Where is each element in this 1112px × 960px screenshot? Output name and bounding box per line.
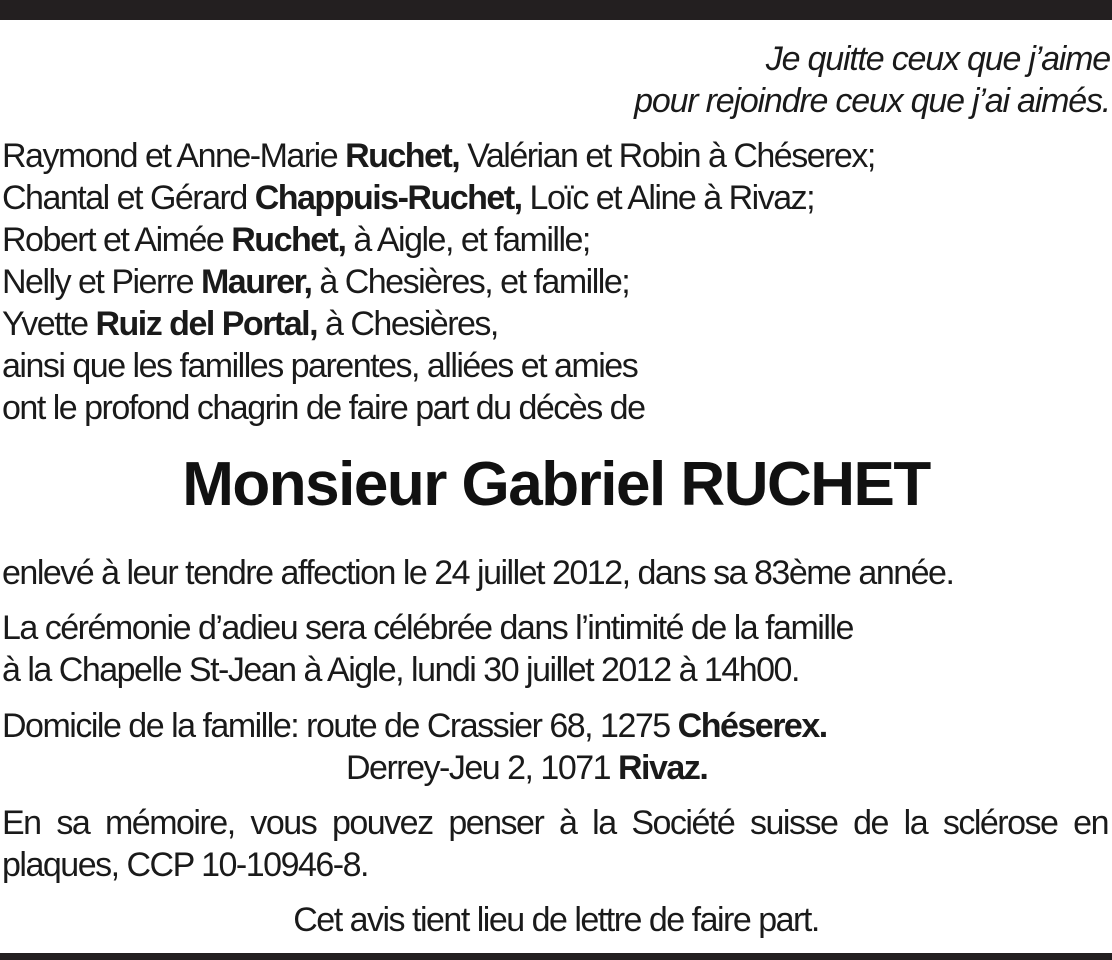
memory-line-1: En sa mémoire, vous pouvez penser à la Société suisse de la sclérose en (2, 804, 1108, 842)
family-line (2, 303, 875, 345)
family-line-text: à Chesières, (317, 305, 498, 343)
family-list (2, 135, 875, 429)
family-line (2, 345, 875, 387)
domicile-line-1 (2, 705, 827, 747)
family-surname: Ruiz del Portal, (95, 305, 318, 343)
family-surname: Ruchet, (345, 137, 460, 175)
ceremony-line-2: à la Chapelle St-Jean à Aigle, lundi 30 juillet 2012 à 14h00. (2, 651, 799, 689)
family-surname: Ruchet, (231, 221, 346, 259)
closing-notice: Cet avis tient lieu de lettre de faire part. (293, 901, 819, 939)
family-line-text: Nelly et Pierre (2, 263, 201, 301)
family-line-text: à Aigle, et famille; (345, 221, 590, 259)
bottom-border-rule (0, 953, 1112, 960)
epigraph-line-1: Je quitte ceux que j’aime (765, 40, 1110, 78)
family-line-text: Raymond et Anne-Marie (2, 137, 346, 175)
family-line (2, 387, 875, 429)
deceased-name-heading: Monsieur Gabriel RUCHET (182, 450, 930, 519)
domicile-address: Domicile de la famille: route de Crassier 68, 1275 (2, 707, 678, 745)
domicile-address: Derrey-Jeu 2, 1071 (346, 749, 618, 787)
family-line (2, 177, 875, 219)
domicile-town: Chéserex. (677, 707, 827, 745)
epigraph-line-2: pour rejoindre ceux que j’ai aimés. (634, 82, 1110, 120)
passing-statement: enlevé à leur tendre affection le 24 juillet 2012, dans sa 83ème année. (2, 554, 954, 592)
family-line-text: Yvette (2, 305, 96, 343)
family-line-text: Robert et Aimée (2, 221, 232, 259)
ceremony-line-1: La cérémonie d’adieu sera célébrée dans l’intimité de la famille (2, 609, 853, 647)
epigraph (634, 38, 1110, 122)
family-line-text: ainsi que les familles parentes, alliées et amies (2, 347, 638, 385)
family-line (2, 219, 875, 261)
family-line-text: ont le profond chagrin de faire part du décès de (2, 389, 645, 427)
family-line (2, 261, 875, 303)
family-line-text: Chantal et Gérard (2, 179, 255, 217)
family-surname: Chappuis-Ruchet, (254, 179, 522, 217)
domicile-line-2 (346, 747, 707, 789)
family-line-text: Loïc et Aline à Rivaz; (521, 179, 815, 217)
family-line-text: Valérian et Robin à Chéserex; (459, 137, 875, 175)
family-surname: Maurer, (200, 263, 312, 301)
top-border-rule (0, 0, 1112, 20)
family-line (2, 135, 875, 177)
memory-line-2: plaques, CCP 10-10946-8. (2, 846, 368, 884)
domicile-town: Rivaz. (618, 749, 708, 787)
family-line-text: à Chesières, et famille; (311, 263, 630, 301)
